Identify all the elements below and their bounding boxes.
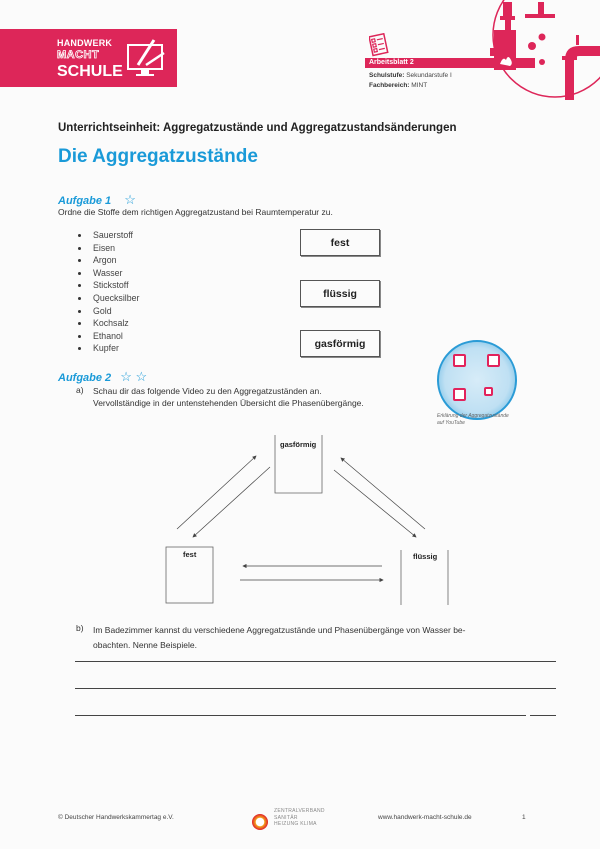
list-item: Wasser <box>78 267 139 280</box>
list-item: Ethanol <box>78 330 139 343</box>
qr-marker-icon <box>487 354 500 367</box>
task-2a-line-2: Vervollständige in der untenstehenden Übersicht die Phasenübergänge. <box>93 398 364 408</box>
list-item: Argon <box>78 254 139 267</box>
plumbing-illustration-icon <box>490 0 600 100</box>
page-number: 1 <box>522 814 526 821</box>
state-box-gasfoermig: gasförmig <box>300 330 380 357</box>
answer-line-3-end[interactable] <box>530 715 556 716</box>
task-1-label: Aufgabe 1 <box>58 195 112 207</box>
list-item: Eisen <box>78 242 139 255</box>
checklist-icon <box>369 33 389 57</box>
task-2b-instruction <box>93 623 466 653</box>
meta-value: Sekundarstufe I <box>406 72 452 79</box>
zvshk-logo-icon <box>252 814 268 830</box>
substance-list <box>78 229 139 355</box>
worksheet-meta <box>369 71 452 91</box>
meta-subject <box>369 81 452 91</box>
task-2b-marker: b) <box>76 623 84 633</box>
unit-heading: Unterrichtseinheit: Aggregatzustände und Aggregatzustandsänderungen <box>58 122 457 134</box>
diagram-label-solid: fest <box>183 550 197 559</box>
partner-name <box>274 808 325 828</box>
handwerk-macht-schule-logo <box>0 29 177 87</box>
task-2a-marker: a) <box>76 385 84 395</box>
list-item: Stickstoff <box>78 279 139 292</box>
list-item: Kupfer <box>78 342 139 355</box>
task-2b-line-2: obachten. Nenne Beispiele. <box>93 640 197 650</box>
state-box-fest: fest <box>300 229 380 256</box>
task-1-heading <box>58 192 136 208</box>
task-2b-line-1: Im Badezimmer kannst du verschiedene Aggregatzustände und Phasenübergänge von Wasser be- <box>93 625 466 635</box>
list-item: Gold <box>78 305 139 318</box>
state-box-fluessig: flüssig <box>300 280 380 307</box>
task-1-instruction: Ordne die Stoffe dem richtigen Aggregatzustand bei Raumtemperatur zu. <box>58 207 333 217</box>
qr-marker-icon <box>484 387 493 396</box>
task-2a-line-1: Schau dir das folgende Video zu den Aggregatzuständen an. <box>93 386 322 396</box>
monitor-tools-icon <box>124 37 170 81</box>
qr-marker-icon <box>453 354 466 367</box>
answer-line-2[interactable] <box>75 688 556 689</box>
logo-line-1: HANDWERK <box>57 38 113 48</box>
phase-transition-diagram <box>150 420 470 620</box>
answer-line-1[interactable] <box>75 661 556 662</box>
logo-line-2: MACHT <box>57 49 100 61</box>
meta-key: Schulstufe: <box>369 72 405 79</box>
meta-school-level <box>369 71 452 81</box>
task-2-heading <box>58 369 147 385</box>
footer-website-link[interactable]: www.handwerk-macht-schule.de <box>378 814 472 821</box>
task-2-label: Aufgabe 2 <box>58 372 112 384</box>
diagram-label-gas: gasförmig <box>280 440 317 449</box>
diagram-label-liquid: flüssig <box>413 552 438 561</box>
youtube-qr-code[interactable] <box>437 340 517 420</box>
partner-line: SANITÄR <box>274 814 298 821</box>
difficulty-stars-icon: ☆ ☆ <box>120 369 148 384</box>
difficulty-star-icon: ☆ <box>124 192 136 207</box>
list-item: Kochsalz <box>78 317 139 330</box>
logo-line-3: SCHULE <box>57 63 123 80</box>
page-title: Die Aggregatzustände <box>58 146 258 167</box>
qr-caption: Erklärung der Aggregatzustände auf YouTube <box>437 413 509 426</box>
task-2a-instruction <box>93 385 364 409</box>
worksheet-label: Arbeitsblatt 2 <box>369 59 414 66</box>
answer-line-3[interactable] <box>75 715 526 716</box>
list-item: Quecksilber <box>78 292 139 305</box>
list-item: Sauerstoff <box>78 229 139 242</box>
qr-marker-icon <box>453 388 466 401</box>
partner-line: HEIZUNG KLIMA <box>274 821 317 827</box>
meta-value: MINT <box>411 82 428 89</box>
partner-line: ZENTRALVERBAND <box>274 808 325 814</box>
meta-key: Fachbereich: <box>369 82 410 89</box>
footer-copyright: © Deutscher Handwerkskammertag e.V. <box>58 814 174 821</box>
